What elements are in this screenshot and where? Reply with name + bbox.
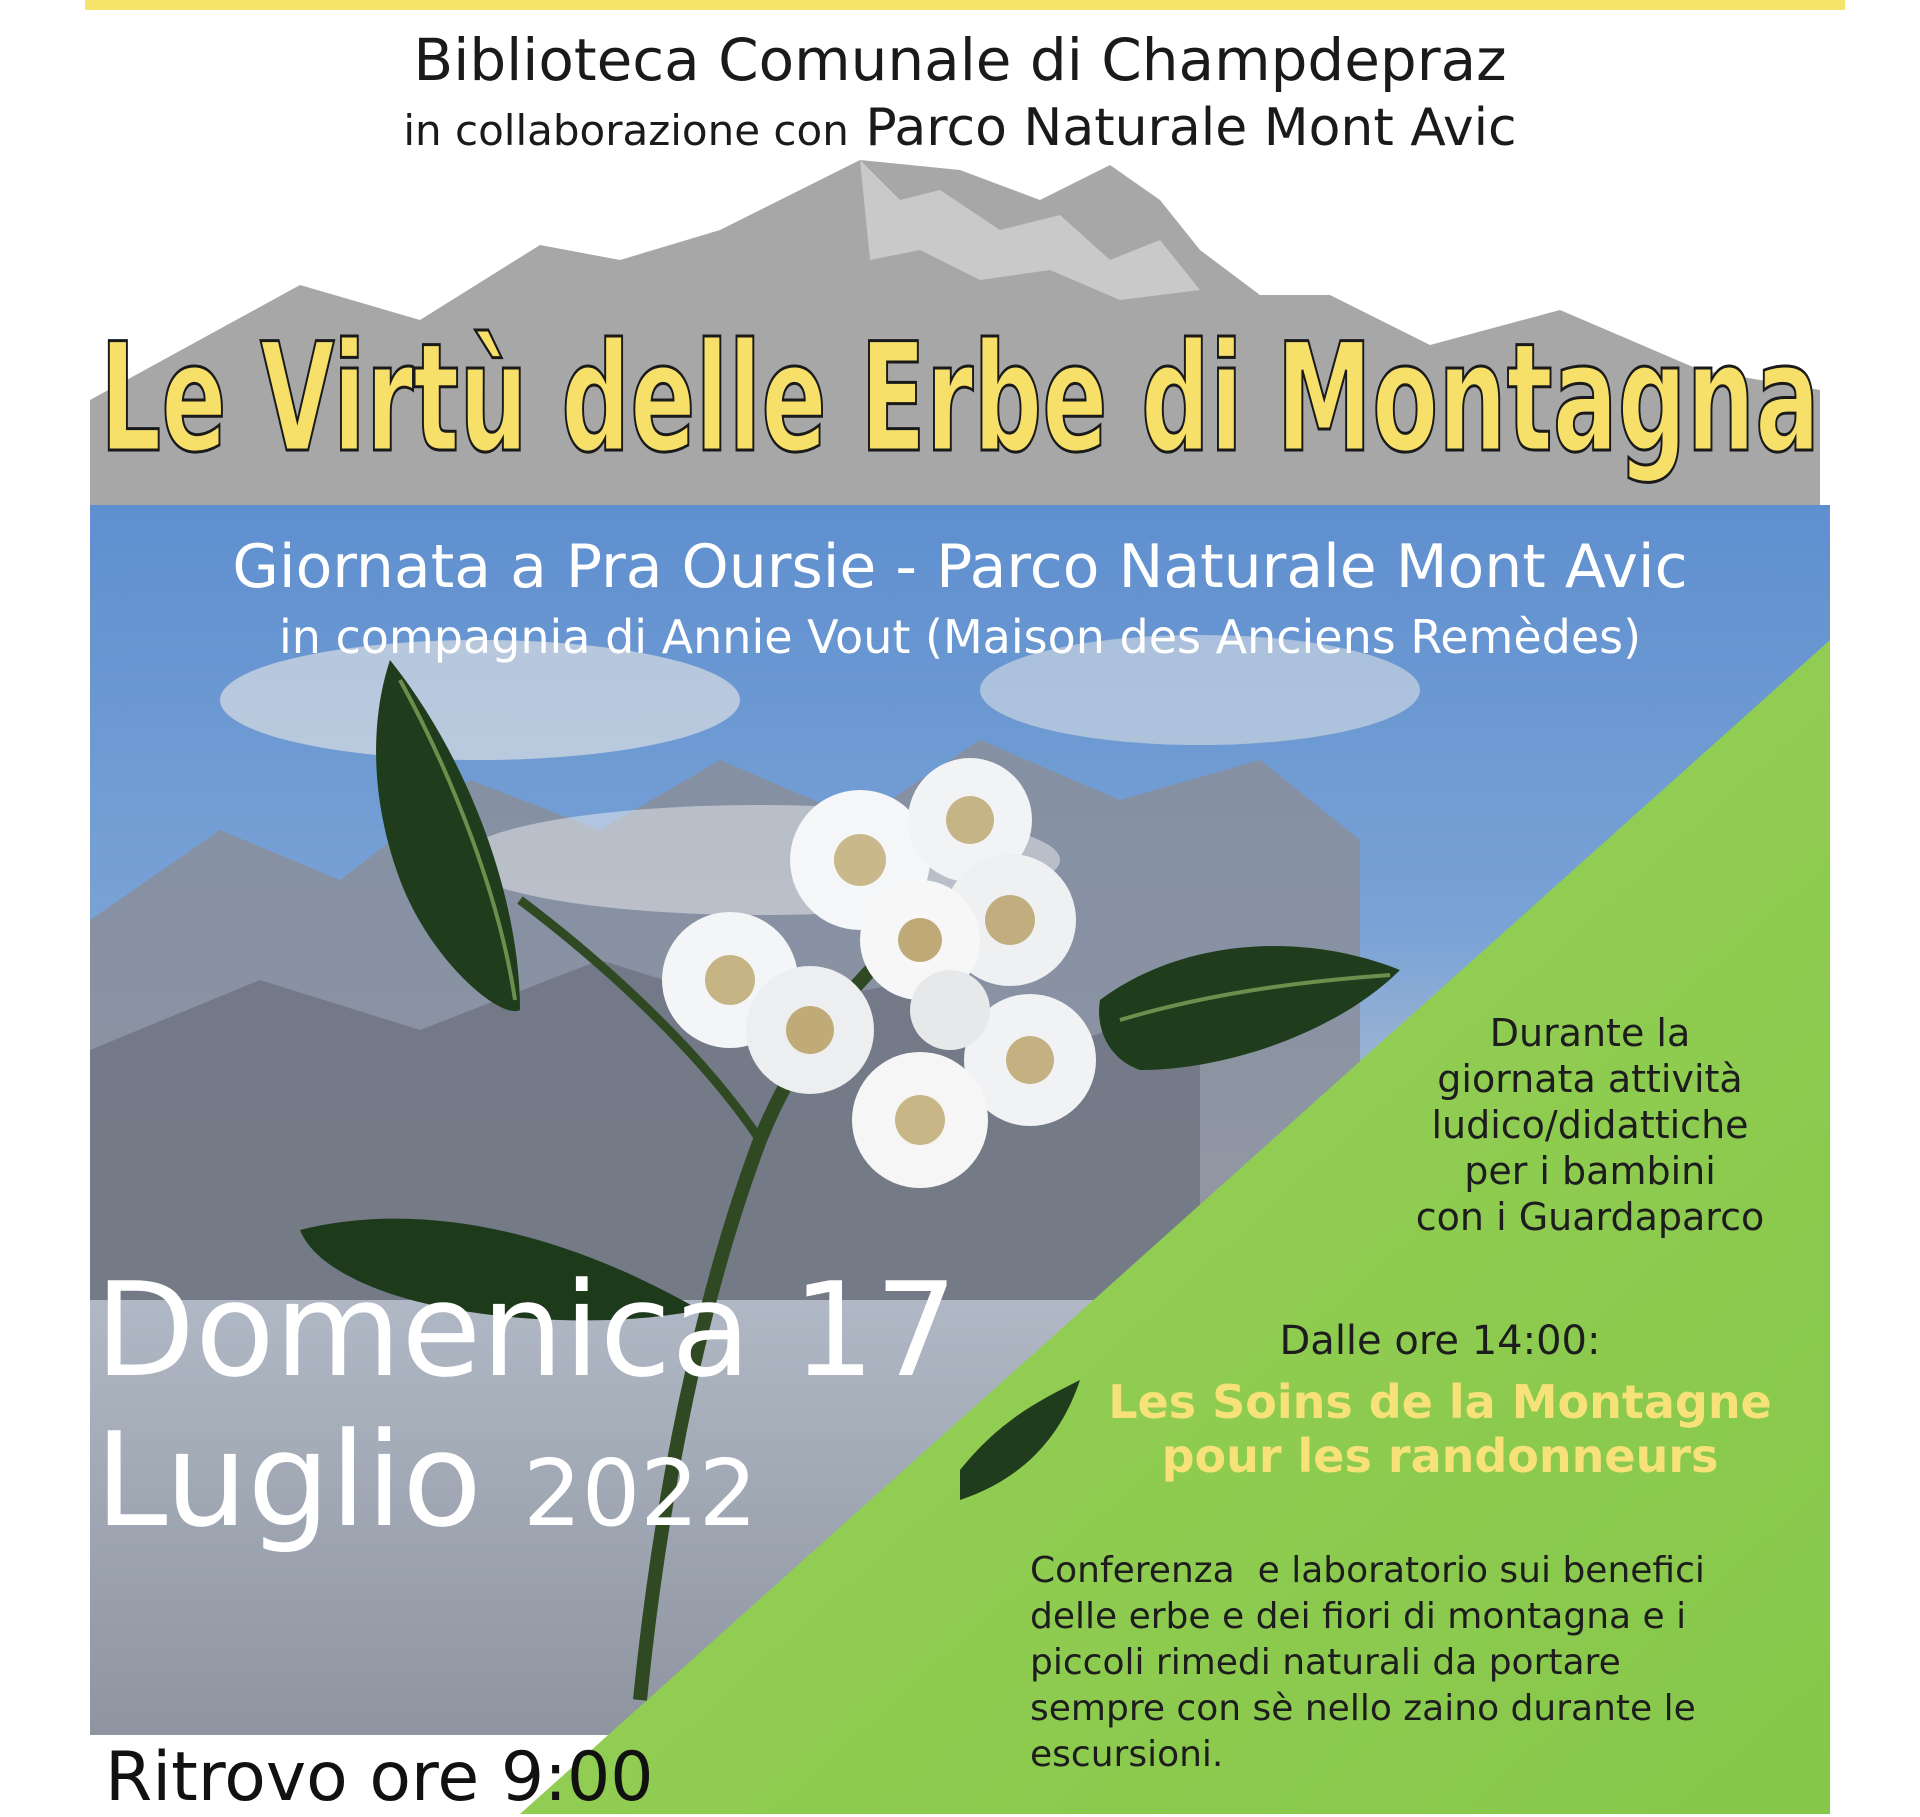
afternoon-title-line: pour les randonneurs <box>1161 1429 1719 1483</box>
date-day: Domenica 17 <box>95 1254 958 1406</box>
date-year: 2022 <box>523 1440 758 1547</box>
event-date <box>95 1254 958 1556</box>
main-title <box>0 290 1920 530</box>
organizer-heading: Biblioteca Comunale di Champdepraz <box>413 26 1507 94</box>
afternoon-description <box>1030 1548 1830 1778</box>
kids-activity-text <box>1370 1010 1810 1240</box>
afternoon-time: Dalle ore 14:00: <box>1279 1318 1601 1364</box>
event-location: Giornata a Pra Oursie - Parco Naturale Mont Avic <box>232 532 1688 602</box>
afternoon-title-line: Les Soins de la Montagne <box>1108 1375 1772 1429</box>
main-title-text: Le Virtù delle Erbe di Montagna <box>100 312 1820 486</box>
description-line: delle erbe e dei fiori di montagna e i <box>1030 1596 1687 1637</box>
date-month: Luglio <box>95 1404 482 1556</box>
kids-activity-line: Durante la <box>1489 1011 1691 1055</box>
description-line: escursioni. <box>1030 1734 1224 1775</box>
collaboration-partner: Parco Naturale Mont Avic <box>865 98 1517 158</box>
date-month-year <box>95 1404 958 1556</box>
afternoon-event-title <box>1040 1375 1840 1483</box>
description-line: piccoli rimedi naturali da portare <box>1030 1642 1621 1683</box>
collaboration-prefix: in collaborazione con <box>403 106 849 155</box>
meeting-time: Ritrovo ore 9:00 <box>105 1738 654 1817</box>
kids-activity-line: giornata attività <box>1437 1057 1743 1101</box>
description-line: sempre con sè nello zaino durante le <box>1030 1688 1696 1729</box>
description-line: Conferenza e laboratorio sui benefici <box>1030 1550 1705 1591</box>
kids-activity-line: per i bambini <box>1464 1149 1716 1193</box>
event-guest: in compagnia di Annie Vout (Maison des Anciens Remèdes) <box>278 610 1642 664</box>
collaboration-line <box>0 98 1920 158</box>
kids-activity-line: ludico/didattiche <box>1431 1103 1749 1147</box>
kids-activity-line: con i Guardaparco <box>1415 1195 1765 1239</box>
